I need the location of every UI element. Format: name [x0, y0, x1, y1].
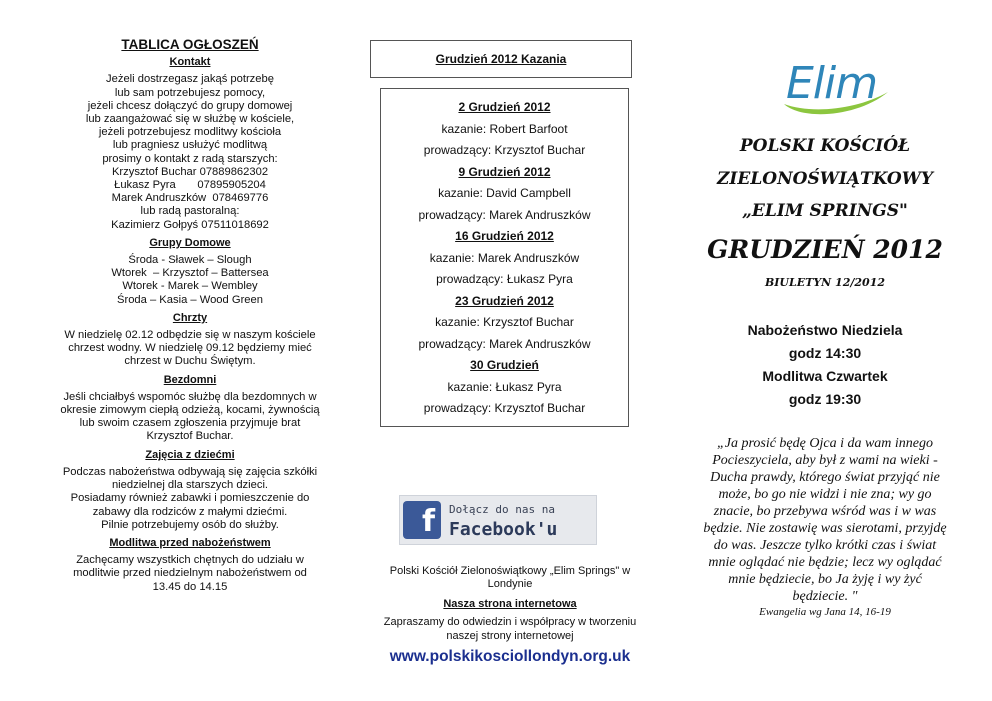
service-times — [680, 319, 970, 411]
schedule-leader: prowadzący: Marek Andruszków — [418, 207, 591, 222]
website-invite-line: Zapraszamy do odwiedzin i współpracy w tworzeniu — [383, 616, 637, 628]
contact-line: Jeżeli dostrzegasz jakąś potrzebę — [106, 73, 274, 86]
month-title: GRUDZIEŃ 2012 — [707, 235, 943, 264]
home-group-line: Środa – Kasia – Wood Green — [117, 293, 263, 306]
sermon-schedule — [380, 88, 629, 427]
facebook-join-text: Dołącz do nas na — [449, 502, 555, 516]
contact-line: jeżeli potrzebujesz modlitwy kościoła — [98, 126, 282, 139]
contact-line: lub radą pastoralną: — [140, 205, 240, 218]
schedule-preacher: kazanie: Marek Andruszków — [429, 250, 580, 265]
sermons-column — [365, 40, 655, 664]
home-groups-text — [40, 254, 340, 307]
prayer-line: 13.45 do 14.15 — [152, 580, 228, 593]
quote-line: mnie oglądać nie będzie; lecz wy oglądać — [708, 555, 942, 570]
contact-line: lub pragniesz usłużyć modlitwą — [112, 139, 268, 152]
thursday-prayer-label: Modlitwa Czwartek — [762, 368, 888, 384]
quote-reference: Ewangelia wg Jana 14, 16-19 — [759, 606, 891, 618]
baptism-line: chrzest w Duchu Świętym. — [124, 355, 256, 368]
baptism-line: W niedzielę 02.12 odbędzie się w naszym kościele — [64, 329, 316, 342]
church-info — [365, 565, 655, 664]
children-line: Pilnie potrzebujemy osób do służby. — [101, 518, 279, 531]
children-line: Podczas nabożeństwa odbywają się zajęcia szkółki — [62, 465, 318, 478]
church-location-line: Londynie — [487, 578, 533, 590]
contact-line: jeżeli chcesz dołączyć do grupy domowej — [87, 99, 293, 112]
children-line: zabawy dla rodziców z małymi dziećmi. — [92, 505, 288, 518]
baptism-heading: Chrzty — [172, 311, 208, 324]
homeless-text — [40, 391, 340, 444]
church-title-line-3: „ELIM SPRINGS" — [742, 201, 908, 221]
schedule-date: 23 Grudzień 2012 — [455, 293, 554, 308]
schedule-date: 16 Grudzień 2012 — [455, 229, 554, 243]
contact-line: Łukasz Pyra 07895905204 — [114, 179, 266, 192]
schedule-leader: prowadzący: Krzysztof Buchar — [423, 143, 586, 157]
quote-line: mnie będziecie, bo Ja żyję i wy żyć — [728, 572, 922, 587]
quote-line: będziecie. " — [792, 589, 858, 604]
thursday-prayer-time: godz 19:30 — [788, 391, 862, 407]
home-group-line: Wtorek – Krzysztof – Battersea — [111, 267, 269, 280]
announcements-column — [40, 38, 340, 594]
schedule-leader: prowadzący: Łukasz Pyra — [436, 272, 573, 286]
home-group-line: Wtorek - Marek – Wembley — [122, 280, 258, 293]
contact-line: Kazimierz Gołpyś 07511018692 — [111, 218, 269, 231]
sunday-service-label: Nabożeństwo Niedziela — [747, 322, 903, 338]
contact-line: lub sam potrzebujesz pomocy, — [114, 86, 266, 99]
website-heading: Nasza strona internetowa — [443, 597, 577, 610]
quote-line: znacie, bo przebywa wśród was i w was — [713, 504, 937, 519]
schedule-preacher: kazanie: Robert Barfoot — [441, 121, 568, 136]
logo-text: Elim — [786, 58, 878, 109]
contact-line: Marek Andruszków 078469776 — [111, 192, 269, 205]
children-line: niedzielnej dla starszych dzieci. — [111, 479, 269, 492]
schedule-preacher: kazanie: David Campbell — [438, 186, 571, 200]
children-text — [40, 466, 340, 532]
cover-column — [680, 58, 970, 618]
homeless-line: lub swoim czasem zgłoszenia przyjmuje brat — [79, 417, 301, 430]
homeless-line: okresie zimowym ciepłą odzieżą, kocami, żywnością — [60, 404, 320, 417]
bulletin-number: BIULETYN 12/2012 — [764, 276, 886, 289]
facebook-icon: f — [403, 501, 441, 539]
facebook-name: Facebook'u — [449, 518, 558, 540]
contact-line: prosimy o kontakt z radą starszych: — [102, 152, 278, 165]
homeless-line: Jeśli chciałbyś wspomóc służbę dla bezdomnych w — [63, 390, 317, 403]
facebook-banner[interactable] — [399, 495, 597, 545]
homeless-heading: Bezdomni — [163, 373, 217, 386]
quote-line: do was. Jeszcze tylko krótki czas i świat — [713, 538, 937, 553]
church-title-line-1: POLSKI KOŚCIÓŁ — [739, 136, 911, 156]
prayer-line: modlitwie przed niedzielnym nabożeństwem od — [73, 567, 307, 580]
schedule-leader: prowadzący: Krzysztof Buchar — [423, 401, 586, 415]
schedule-date: 9 Grudzień 2012 — [458, 164, 551, 179]
elim-logo — [776, 58, 896, 122]
homeless-line: Krzysztof Buchar. — [146, 430, 234, 443]
website-url-link[interactable]: www.polskikosciollondyn.org.uk — [389, 648, 631, 665]
quote-line: będzie. Nie zostawię was sierotami, przyjdę — [703, 521, 947, 536]
church-title-line-2: ZIELONOŚWIĄTKOWY — [717, 169, 933, 189]
schedule-leader: prowadzący: Marek Andruszków — [418, 336, 591, 351]
contact-text — [40, 73, 340, 231]
website-invite-line: naszej strony internetowej — [446, 629, 574, 642]
baptism-text — [40, 329, 340, 369]
sermons-header: Grudzień 2012 Kazania — [370, 40, 632, 78]
bible-quote — [680, 435, 970, 605]
contact-line: lub zaangażować się w służbę w kościele, — [85, 113, 295, 126]
quote-line: Ducha prawdy, którego świat przyjąć nie — [710, 470, 940, 485]
home-groups-heading: Grupy Domowe — [149, 236, 231, 249]
children-heading: Zajęcia z dziećmi — [145, 448, 235, 461]
church-name-line: Polski Kościół Zielonoświątkowy „Elim Springs" w — [389, 564, 631, 577]
announcements-title: TABLICA OGŁOSZEŃ — [121, 37, 259, 52]
children-line: Posiadamy również zabawki i pomieszczenie do — [70, 492, 310, 505]
schedule-preacher: kazanie: Łukasz Pyra — [447, 379, 562, 394]
contact-line: Krzysztof Buchar 07889862302 — [111, 165, 269, 178]
schedule-preacher: kazanie: Krzysztof Buchar — [435, 315, 574, 329]
quote-line: może, bo go nie widzi i nie zna; wy go — [718, 487, 932, 502]
sunday-service-time: godz 14:30 — [788, 345, 862, 361]
baptism-line: chrzest wodny. W niedzielę 09.12 będziemy mieć — [68, 342, 312, 355]
prayer-line: Zachęcamy wszystkich chętnych do udziału w — [76, 554, 304, 567]
schedule-date: 2 Grudzień 2012 — [458, 100, 551, 114]
prayer-text — [40, 554, 340, 594]
schedule-date: 30 Grudzień — [470, 358, 539, 372]
quote-line: Pocieszyciela, aby był z wami na wieki - — [712, 453, 938, 468]
contact-heading: Kontakt — [169, 56, 211, 69]
quote-line: „Ja prosić będę Ojca i da wam innego — [716, 436, 934, 451]
home-group-line: Środa - Sławek – Slough — [128, 254, 252, 267]
prayer-heading: Modlitwa przed nabożeństwem — [109, 536, 271, 549]
